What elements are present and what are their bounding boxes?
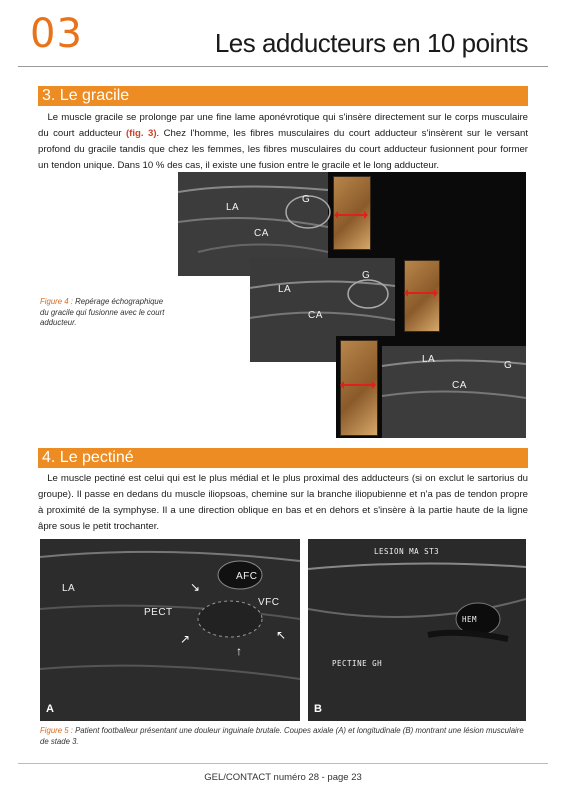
label-ca: CA	[452, 380, 467, 391]
section-heading-pectine: 4. Le pectiné	[38, 448, 528, 468]
panel-letter-a: A	[46, 703, 54, 715]
label-g: G	[362, 270, 371, 281]
label-la: LA	[422, 354, 436, 365]
page-title: Les adducteurs en 10 points	[214, 28, 528, 58]
caption-label: Figure 4 :	[40, 297, 73, 306]
ultrasound-image-axial-a	[40, 539, 300, 721]
label-ca: CA	[254, 228, 269, 239]
label-pectine: PECTINE GH	[332, 659, 383, 668]
paragraph-text-a: Le muscle gracile se prolonge par une fine lame aponévrotique qui s'insère directement sur le corps musculaire du court adducteur	[38, 112, 528, 139]
label-ca: CA	[308, 310, 323, 321]
label-pect: PECT	[144, 607, 173, 618]
section-heading-gracile: 3. Le gracile	[38, 86, 528, 106]
ultrasound-texture	[40, 539, 300, 721]
label-g: G	[504, 360, 513, 371]
paragraph-text: Le muscle pectiné est celui qui est le plus médial et le plus proximal des adducteurs (si on exclut le sartorius du groupe). Il passe en dedans du muscle iliopsoas, chemine sur la branche iliopubienne et n'a pas de tendon propre à proximité de la symphyse. Il a une direction oblique en bas et en dehors et s'insère à la partie haute de la ligne âpre sous le petit trochanter.	[38, 473, 529, 532]
label-la: LA	[62, 583, 76, 594]
section-paragraph-gracile	[38, 110, 528, 174]
label-g: G	[302, 194, 311, 205]
red-double-arrow-icon	[338, 214, 364, 216]
label-la: LA	[278, 284, 292, 295]
ultrasound-texture	[336, 336, 526, 438]
caption-text: Patient footballeur présentant une douleur inguinale brutale. Coupes axiale (A) et longitudinale (B) montrant une lésion musculaire de stade 3.	[40, 726, 524, 746]
red-double-arrow-icon	[408, 292, 434, 294]
section-paragraph-pectine	[38, 471, 528, 535]
label-afc: AFC	[236, 571, 258, 582]
figure4-caption	[40, 297, 170, 329]
svg-text:↘: ↘	[190, 580, 201, 594]
ultrasound-texture	[308, 539, 526, 721]
panel-letter-b: B	[314, 703, 322, 715]
title-divider	[18, 66, 548, 67]
caption-label: Figure 5 :	[40, 726, 73, 735]
footer-divider	[18, 763, 548, 764]
label-lesion: LESION MA ST3	[374, 547, 440, 556]
label-la: LA	[226, 202, 240, 213]
chapter-number: 03	[30, 11, 83, 57]
svg-text:↑: ↑	[236, 644, 242, 658]
svg-text:↗: ↗	[180, 632, 191, 646]
svg-text:↖: ↖	[276, 628, 287, 642]
figure-reference: (fig. 3)	[125, 128, 157, 139]
label-hem: HEM	[462, 615, 478, 624]
paragraph-text-b: . Chez l'homme, les fibres musculaires du court adducteur s'insèrent sur le versant profond du gracile tandis que chez les femmes, les fibres musculaires du court adducteur fusionnent pour former un tendon unique. Dans 10 % des cas, il existe une fusion entre le gracile et le long adducteur.	[38, 128, 528, 171]
caption-text: Repérage échographique du gracile qui fusionne avec le court adducteur.	[40, 297, 165, 327]
ultrasound-image-gracile-3	[336, 336, 526, 438]
label-vfc: VFC	[258, 597, 280, 608]
page-footer: GEL/CONTACT numéro 28 - page 23	[204, 772, 362, 783]
figure5-caption	[40, 726, 528, 747]
ultrasound-image-longitudinal-b	[308, 539, 526, 721]
